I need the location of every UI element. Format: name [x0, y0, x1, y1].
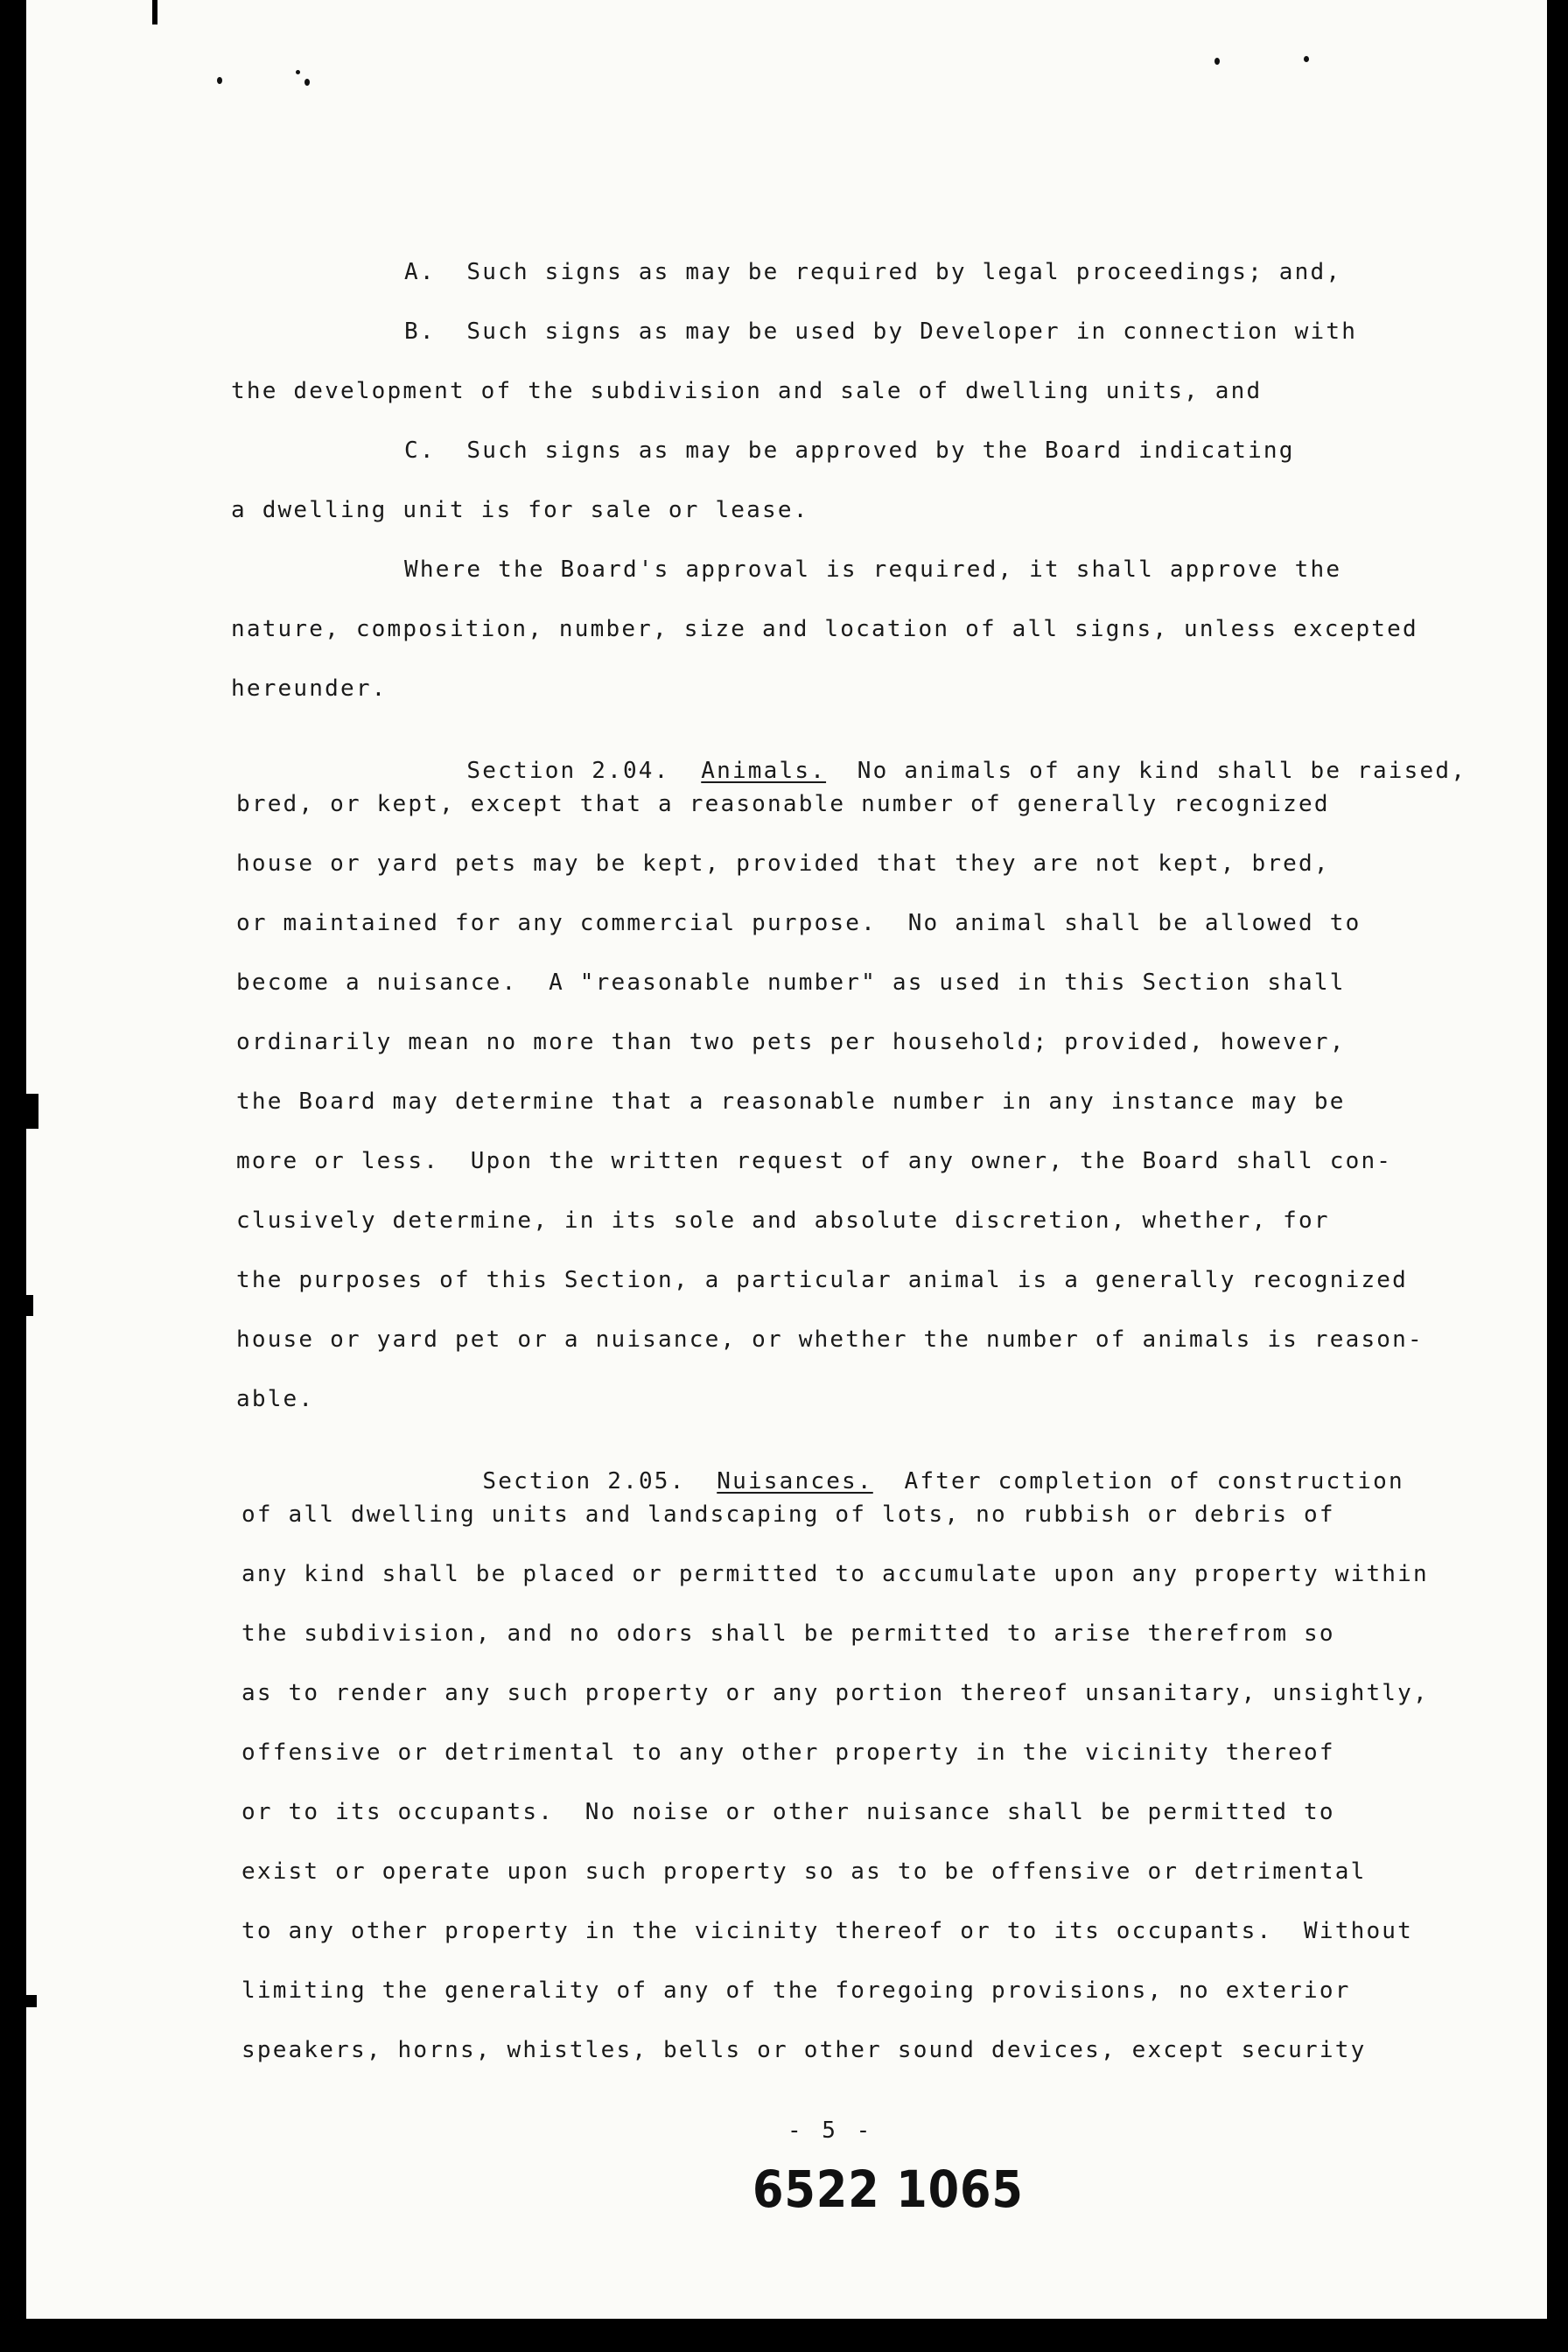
text-line: bred, or kept, except that a reasonable number of generally recognized [236, 791, 1330, 817]
scan-speck [1214, 58, 1220, 65]
text-line: ordinarily mean no more than two pets per household; provided, however, [236, 1029, 1346, 1055]
scan-edge-mark [26, 1995, 37, 2007]
recording-stamp: 6522 1065 [752, 2160, 1024, 2219]
list-item-a: A. Such signs as may be required by legal proceedings; and, [404, 259, 1342, 285]
scan-speck [217, 77, 222, 84]
text-line: as to render any such property or any portion thereof unsanitary, unsightly, [242, 1680, 1429, 1706]
text-line: speakers, horns, whistles, bells or other sound devices, except security [242, 2037, 1367, 2063]
text-line: hereunder. [231, 676, 388, 702]
scan-speck [304, 79, 310, 86]
document-page [26, 0, 1547, 2319]
scan-speck [1304, 56, 1309, 62]
text-line: limiting the generality of any of the foregoing provisions, no exterior [242, 1978, 1351, 2004]
scan-edge-mark [26, 1295, 33, 1316]
text-line: exist or operate upon such property so as to be offensive or detrimental [242, 1858, 1367, 1885]
text-line: the development of the subdivision and sale of dwelling units, and [231, 378, 1263, 404]
section-number: Section 2.04. [466, 758, 670, 784]
text-line: offensive or detrimental to any other property in the vicinity thereof [242, 1740, 1335, 1766]
text-line: Where the Board's approval is required, it shall approve the [404, 556, 1342, 583]
section-text: No animals of any kind shall be raised, [857, 758, 1467, 784]
list-item-b: B. Such signs as may be used by Developer in connection with [404, 318, 1358, 345]
list-item-c: C. Such signs as may be approved by the Board indicating [404, 438, 1295, 464]
text-line: house or yard pets may be kept, provided that they are not kept, bred, [236, 850, 1330, 877]
scan-edge-mark [26, 1094, 38, 1129]
text-line: a dwelling unit is for sale or lease. [231, 497, 809, 523]
text-line: able. [236, 1386, 315, 1412]
section-title: Animals. [701, 758, 827, 784]
scan-speck [296, 70, 300, 74]
text-line: become a nuisance. A "reasonable number" as used in this Section shall [236, 970, 1346, 996]
text-line: nature, composition, number, size and location of all signs, unless excepted [231, 616, 1418, 642]
page-number: - 5 - [788, 2118, 874, 2144]
text-line: or to its occupants. No noise or other nuisance shall be permitted to [242, 1799, 1335, 1825]
text-line: to any other property in the vicinity thereof or to its occupants. Without [242, 1918, 1413, 1944]
text-line: the purposes of this Section, a particular animal is a generally recognized [236, 1267, 1408, 1293]
text-line: clusively determine, in its sole and absolute discretion, whether, for [236, 1208, 1330, 1234]
text-line: house or yard pet or a nuisance, or whether the number of animals is reason- [236, 1326, 1424, 1353]
section-text: After completion of construction [904, 1468, 1404, 1494]
section-title: Nuisances. [717, 1468, 873, 1494]
text-line: the subdivision, and no odors shall be permitted to arise therefrom so [242, 1620, 1335, 1647]
text-line: or maintained for any commercial purpose. No animal shall be allowed to [236, 910, 1362, 936]
text-line: more or less. Upon the written request of any owner, the Board shall con- [236, 1148, 1393, 1174]
text-line: any kind shall be placed or permitted to accumulate upon any property within [242, 1561, 1429, 1587]
text-line: the Board may determine that a reasonable number in any instance may be [236, 1088, 1346, 1115]
scan-edge-mark [152, 0, 158, 24]
text-line: of all dwelling units and landscaping of lots, no rubbish or debris of [242, 1502, 1335, 1528]
section-number: Section 2.05. [482, 1468, 686, 1494]
